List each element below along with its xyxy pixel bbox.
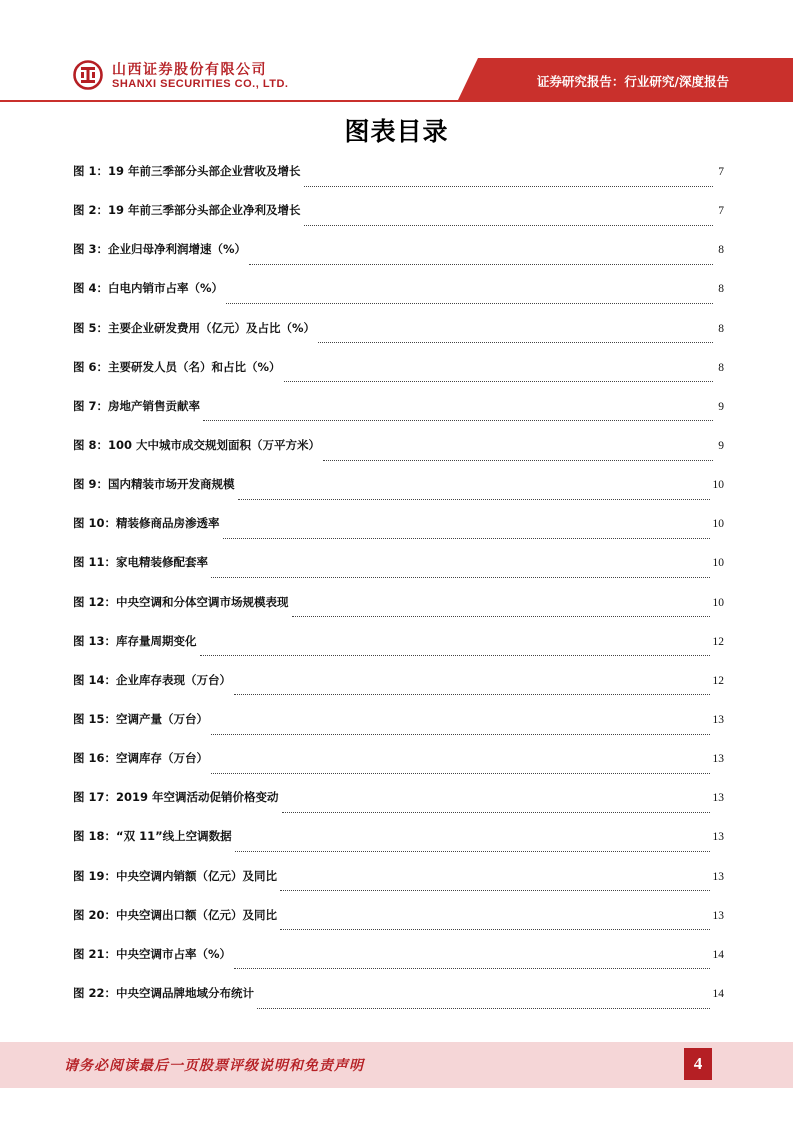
- toc-leader-dots: [249, 263, 713, 265]
- toc-entry-page: 8: [718, 361, 724, 374]
- toc-entry-page: 10: [712, 479, 724, 492]
- toc-leader-dots: [323, 459, 713, 461]
- toc-entry[interactable]: [73, 319, 724, 358]
- toc-entry[interactable]: [73, 945, 724, 984]
- toc-entry[interactable]: [73, 514, 724, 553]
- toc-entry-label: 图 13：库存量周期变化: [73, 633, 197, 648]
- toc-leader-dots: [234, 967, 709, 969]
- toc-entry-page: 14: [712, 987, 724, 1000]
- toc-entry[interactable]: [73, 827, 724, 866]
- toc-entry[interactable]: [73, 162, 724, 201]
- toc-leader-dots: [280, 928, 709, 930]
- toc-leader-dots: [203, 419, 713, 421]
- toc-leader-dots: [234, 693, 709, 695]
- toc-entry-label: 图 18：“双 11”线上空调数据: [73, 829, 232, 844]
- shanxi-securities-logo-icon: [73, 60, 103, 90]
- toc-entry-label: 图 6：主要研发人员（名）和占比（%）: [73, 359, 281, 374]
- toc-entry[interactable]: [73, 906, 724, 945]
- toc-entry-label: 图 15：空调产量（万台）: [73, 711, 209, 726]
- toc-entry-page: 13: [712, 792, 724, 805]
- report-type-tag: 证券研究报告：行业研究/深度报告: [536, 74, 729, 89]
- toc-entry-label: 图 21：中央空调市占率（%）: [73, 946, 232, 961]
- toc-entry-label: 图 5：主要企业研发费用（亿元）及占比（%）: [73, 320, 316, 335]
- toc-entry[interactable]: [73, 984, 724, 1023]
- toc-entry-page: 10: [712, 557, 724, 570]
- toc-entry-page: 13: [712, 909, 724, 922]
- figure-toc: [73, 162, 724, 1023]
- toc-entry-label: 图 22：中央空调品牌地域分布统计: [73, 985, 255, 1000]
- toc-entry-label: 图 17：2019 年空调活动促销价格变动: [73, 790, 279, 805]
- toc-leader-dots: [257, 1007, 709, 1009]
- toc-leader-dots: [235, 850, 710, 852]
- toc-entry[interactable]: [73, 358, 724, 397]
- toc-entry-label: 图 20：中央空调出口额（亿元）及同比: [73, 907, 278, 922]
- toc-entry-label: 图 12：中央空调和分体空调市场规模表现: [73, 594, 289, 609]
- toc-entry-page: 7: [718, 166, 724, 178]
- toc-entry-label: 图 3：企业归母净利润增速（%）: [73, 242, 247, 257]
- toc-entry-page: 13: [712, 870, 724, 883]
- toc-leader-dots: [304, 224, 713, 226]
- toc-leader-dots: [211, 772, 709, 774]
- toc-entry-label: 图 4：白电内销市占率（%）: [73, 281, 224, 296]
- toc-entry-page: 7: [718, 205, 724, 218]
- page-footer: [0, 1042, 793, 1088]
- toc-entry-label: 图 10：精装修商品房渗透率: [73, 516, 220, 531]
- toc-leader-dots: [318, 341, 713, 343]
- toc-entry[interactable]: [73, 201, 724, 240]
- toc-entry-label: 图 2：19 年前三季部分头部企业净利及增长: [73, 203, 301, 218]
- toc-entry-label: 图 19：中央空调内销额（亿元）及同比: [73, 868, 278, 883]
- toc-entry-page: 12: [712, 635, 724, 648]
- page-number: 4: [684, 1048, 712, 1080]
- toc-entry-label: 图 16：空调库存（万台）: [73, 751, 209, 766]
- company-name-cn: 山西证券股份有限公司: [112, 62, 267, 78]
- toc-entry[interactable]: [73, 240, 724, 279]
- toc-leader-dots: [200, 654, 710, 656]
- toc-entry-label: 图 1：19 年前三季部分头部企业营收及增长: [73, 164, 301, 178]
- toc-leader-dots: [211, 733, 709, 735]
- disclaimer-notice: 请务必阅读最后一页股票评级说明和免责声明: [64, 1058, 364, 1074]
- toc-leader-dots: [282, 811, 710, 813]
- toc-entry[interactable]: [73, 593, 724, 632]
- toc-entry-label: 图 9：国内精装市场开发商规模: [73, 477, 235, 492]
- toc-leader-dots: [223, 537, 710, 539]
- toc-entry[interactable]: [73, 867, 724, 906]
- toc-entry[interactable]: [73, 436, 724, 475]
- toc-entry[interactable]: [73, 788, 724, 827]
- toc-entry[interactable]: [73, 279, 724, 318]
- toc-entry-page: 13: [712, 713, 724, 726]
- toc-entry-page: 10: [712, 518, 724, 531]
- toc-entry-page: 12: [712, 674, 724, 687]
- toc-entry[interactable]: [73, 749, 724, 788]
- toc-entry-page: 8: [718, 322, 724, 335]
- toc-leader-dots: [226, 302, 713, 304]
- page-title: 图表目录: [344, 117, 449, 146]
- toc-entry-label: 图 8：100 大中城市成交规划面积（万平方米）: [73, 437, 321, 452]
- toc-entry-page: 9: [718, 400, 724, 413]
- toc-entry[interactable]: [73, 671, 724, 710]
- toc-entry-label: 图 14：企业库存表现（万台）: [73, 672, 232, 687]
- toc-entry[interactable]: [73, 632, 724, 671]
- toc-leader-dots: [211, 576, 709, 578]
- toc-leader-dots: [238, 498, 710, 500]
- toc-entry-label: 图 11：家电精装修配套率: [73, 555, 209, 570]
- toc-leader-dots: [284, 380, 713, 382]
- toc-leader-dots: [304, 185, 713, 187]
- toc-entry-page: 13: [712, 831, 724, 844]
- toc-leader-dots: [280, 889, 709, 891]
- toc-entry-page: 8: [718, 244, 724, 257]
- toc-entry-page: 9: [718, 439, 724, 452]
- toc-entry[interactable]: [73, 397, 724, 436]
- toc-entry-label: 图 7：房地产销售贡献率: [73, 398, 201, 413]
- toc-entry-page: 10: [712, 596, 724, 609]
- toc-entry[interactable]: [73, 553, 724, 592]
- toc-leader-dots: [292, 615, 710, 617]
- toc-entry[interactable]: [73, 475, 724, 514]
- toc-entry-page: 8: [718, 283, 724, 296]
- toc-entry[interactable]: [73, 710, 724, 749]
- page-header: [0, 0, 793, 104]
- company-name-en: SHANXI SECURITIES CO., LTD.: [112, 78, 289, 90]
- toc-entry-page: 13: [712, 753, 724, 766]
- toc-entry-page: 14: [712, 948, 724, 961]
